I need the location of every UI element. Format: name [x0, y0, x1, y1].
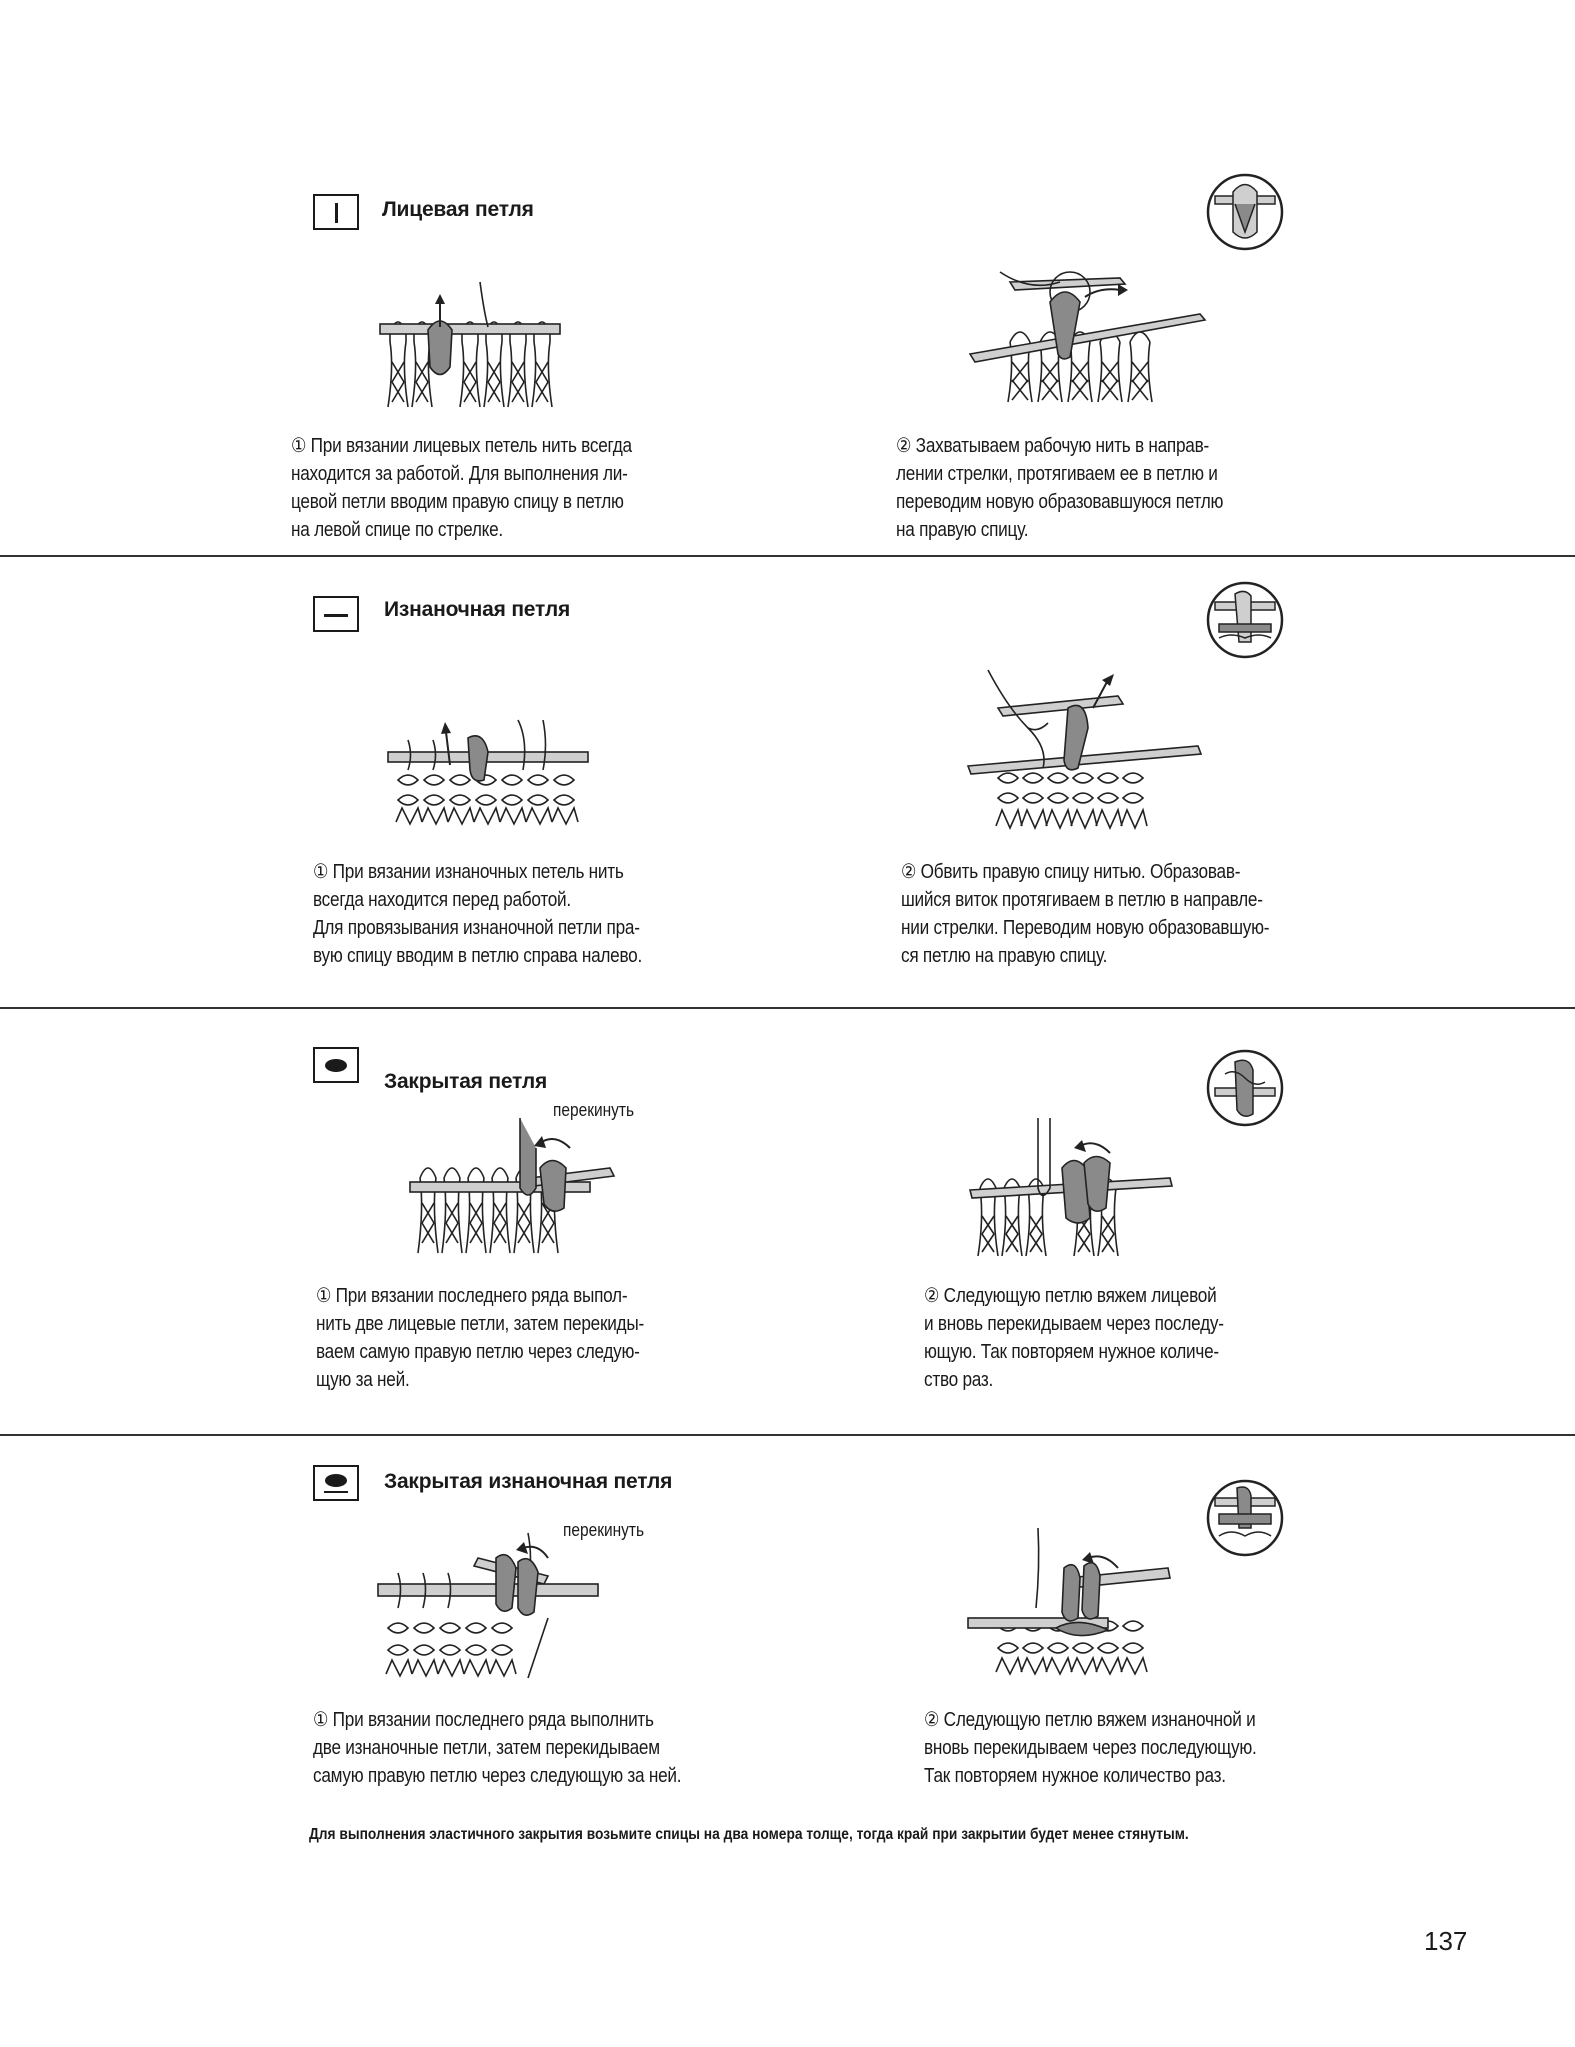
footer-note: Для выполнения эластичного закрытия возьмите спицы на два номера толще, тогда край при закрытии будет менее стянутым. [309, 1826, 1189, 1843]
purl-bind-off-hint-label: перекинуть [563, 1520, 645, 1540]
bind-off-circle-icon [1205, 1048, 1285, 1128]
section-title-bind-off: Закрытая петля [384, 1070, 548, 1093]
knit-step2-text: ② Захватываем рабочую нить в направ- лении стрелки, протягиваем ее в петлю и переводим новую образовавшуюся петлю на правую спицу. [896, 435, 1224, 541]
purl-bind-off-symbol-box [313, 1465, 359, 1501]
knit-step1-text: ① При вязании лицевых петель нить всегда находится за работой. Для выполнения ли- цевой петли вводим правую спицу в петлю на левой спице по стрелке. [291, 435, 632, 541]
vertical-bar-icon [335, 203, 338, 223]
section-title-purl-bind-off: Закрытая изнаночная петля [384, 1470, 673, 1493]
section-title-knit: Лицевая петля [382, 198, 534, 221]
section-divider [0, 1007, 1575, 1009]
filled-oval-icon [325, 1059, 347, 1072]
section-divider [0, 1434, 1575, 1436]
purl-step1-illustration [388, 700, 598, 830]
purl-bind-off-circle-icon [1205, 1478, 1285, 1558]
horizontal-bar-icon [324, 614, 348, 617]
bind-off-symbol-box [313, 1047, 359, 1083]
knit-circle-icon [1205, 172, 1285, 252]
bind-off-hint-label: перекинуть [553, 1100, 635, 1120]
knit-symbol-box [313, 194, 359, 230]
purl-step1-text: ① При вязании изнаночных петель нить всегда находится перед работой. Для провязывания изнаночной петли пра- вую спицу вводим в петлю справа налево. [313, 861, 642, 967]
purl-bind-off-step2-illustration [968, 1508, 1188, 1678]
underline-bar-icon [324, 1491, 348, 1493]
section-divider [0, 555, 1575, 557]
purl-symbol-box [313, 596, 359, 632]
purl-bind-off-step1-text: ① При вязании последнего ряда выполнить две изнаночные петли, затем перекидываем самую правую петлю через следующую за ней. [313, 1709, 682, 1787]
purl-bind-off-step2-text: ② Следующую петлю вяжем изнаночной и вновь перекидываем через последующую. Так повторяем нужное количество раз. [924, 1709, 1257, 1787]
page-number: 137 [1424, 1926, 1468, 1956]
knit-step2-illustration [970, 262, 1220, 412]
bind-off-step1-text: ① При вязании последнего ряда выпол- нить две лицевые петли, затем перекиды- ваем самую правую петлю через следую- щую за ней. [316, 1285, 644, 1391]
purl-bind-off-step1-illustration [378, 1528, 608, 1678]
purl-step2-illustration [968, 668, 1218, 838]
purl-step2-text: ② Обвить правую спицу нитью. Образовав- шийся виток протягиваем в петлю в направле- нии стрелки. Переводим новую образовавшую- ся петлю на правую спицу. [901, 861, 1270, 967]
section-title-purl: Изнаночная петля [384, 598, 571, 621]
purl-circle-icon [1205, 580, 1285, 660]
bind-off-step2-text: ② Следующую петлю вяжем лицевой и вновь перекидываем через последу- ющую. Так повторяем нужное количе- ство раз. [924, 1285, 1224, 1391]
bind-off-step1-illustration [410, 1108, 630, 1258]
knit-step1-illustration [380, 272, 580, 412]
filled-oval-underline-icon [325, 1474, 347, 1487]
bind-off-step2-illustration [970, 1108, 1180, 1258]
